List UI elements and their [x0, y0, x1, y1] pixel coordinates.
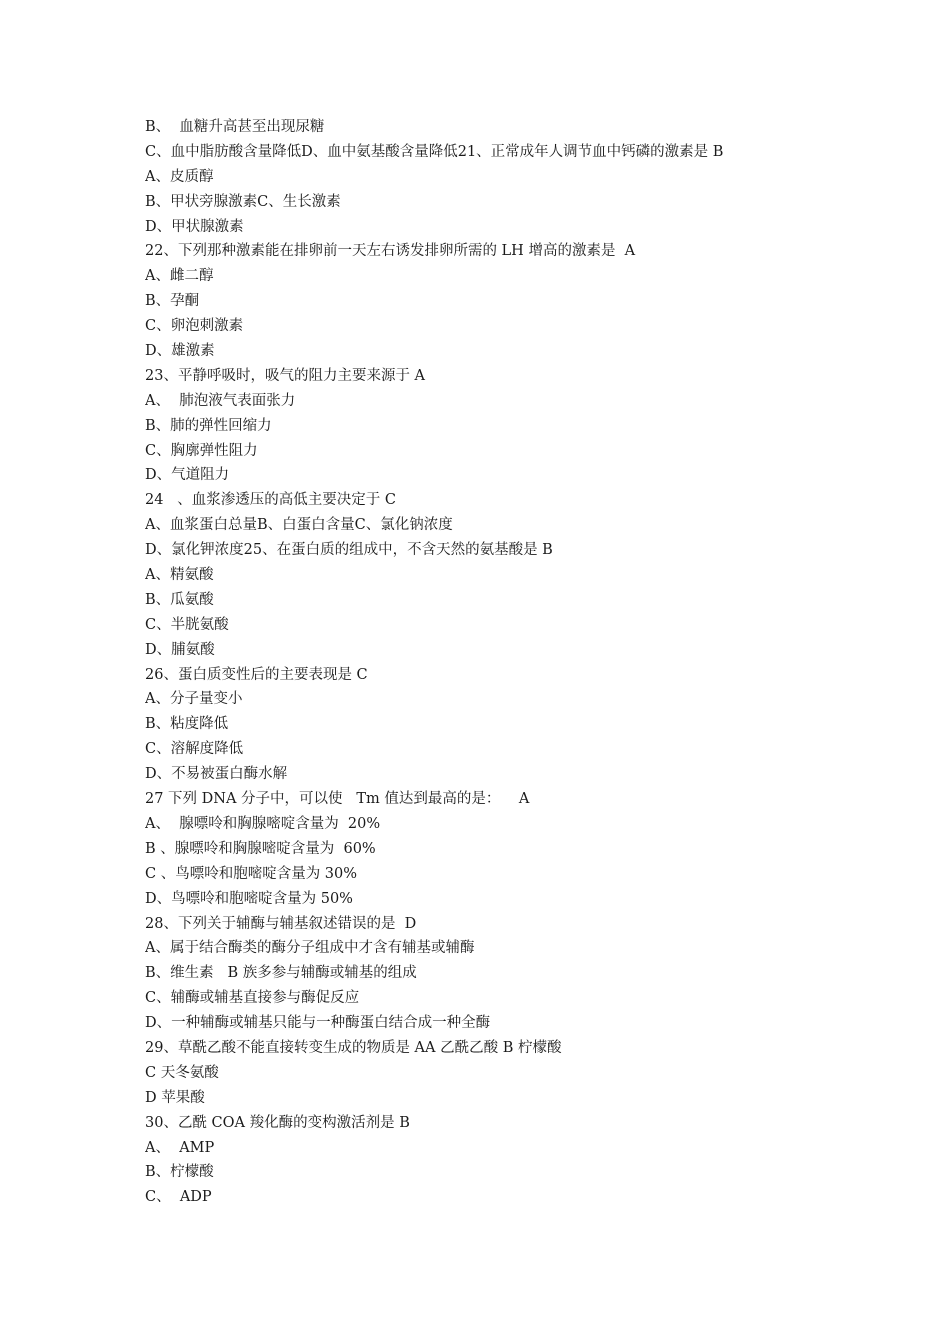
text-line: C 、鸟嘌呤和胞嘧啶含量为 30%: [145, 865, 358, 882]
text-line: A、精氨酸: [145, 567, 214, 584]
text-line: D 苹果酸: [145, 1089, 205, 1106]
text-line: D、鸟嘌呤和胞嘧啶含量为 50%: [145, 890, 353, 907]
text-line: A、雌二醇: [145, 268, 214, 285]
text-line: A、分子量变小: [145, 691, 243, 708]
question-line: 24 、血浆渗透压的高低主要决定于 C: [145, 492, 396, 509]
text-line: C、血中脂肪酸含量降低D、血中氨基酸含量降低21、正常成年人调节血中钙磷的激素是 B: [145, 143, 724, 160]
document-body: [145, 115, 905, 1210]
text-line: D、氯化钾浓度25、在蛋白质的组成中，不含天然的氨基酸是 B: [145, 542, 553, 559]
text-line: B、肺的弹性回缩力: [145, 417, 272, 434]
text-line: A、皮质醇: [145, 168, 214, 185]
text-line: C、辅酶或辅基直接参与酶促反应: [145, 990, 360, 1007]
question-line: 26、蛋白质变性后的主要表现是 C: [145, 666, 368, 683]
text-line: D、甲状腺激素: [145, 218, 244, 235]
text-line: C、 ADP: [145, 1189, 212, 1206]
question-line: 27 下列 DNA 分子中，可以使 Tm 值达到最高的是： A: [145, 791, 530, 808]
text-line: A、属于结合酶类的酶分子组成中才含有辅基或辅酶: [145, 940, 475, 957]
question-line: 30、乙酰 COA 羧化酶的变构激活剂是 B: [145, 1114, 410, 1131]
text-line: B、甲状旁腺激素C、生长激素: [145, 193, 341, 210]
question-line: 23、平静呼吸时，吸气的阻力主要来源于 A: [145, 367, 426, 384]
text-line: D、脯氨酸: [145, 641, 215, 658]
text-line: B、 血糖升高甚至出现尿糖: [145, 119, 325, 135]
text-line: C、卵泡刺激素: [145, 318, 244, 335]
text-line: C、胸廓弹性阻力: [145, 442, 258, 459]
text-line: D、气道阻力: [145, 467, 230, 484]
text-line: C、半胱氨酸: [145, 616, 229, 633]
text-line: A、 肺泡液气表面张力: [145, 392, 296, 409]
question-line: 29、草酰乙酸不能直接转变生成的物质是 AA 乙酰乙酸 B 柠檬酸: [145, 1039, 562, 1056]
text-line: C、溶解度降低: [145, 741, 244, 758]
text-line: A、血浆蛋白总量B、白蛋白含量C、氯化钠浓度: [145, 517, 453, 534]
text-line: D、雄激素: [145, 343, 215, 360]
question-line: 22、下列那种激素能在排卵前一天左右诱发排卵所需的 LH 增高的激素是 A: [145, 243, 636, 260]
text-line: B、瓜氨酸: [145, 591, 214, 608]
text-line: B、维生素 B 族多参与辅酶或辅基的组成: [145, 965, 417, 982]
text-line: C 天冬氨酸: [145, 1064, 219, 1081]
text-line: B、粘度降低: [145, 716, 229, 733]
text-line: D、一种辅酶或辅基只能与一种酶蛋白结合成一种全酶: [145, 1015, 491, 1032]
text-line: B、孕酮: [145, 293, 200, 310]
text-line: D、不易被蛋白酶水解: [145, 766, 288, 783]
text-line: A、 AMP: [145, 1139, 215, 1156]
text-line: B 、腺嘌呤和胸腺嘧啶含量为 60%: [145, 840, 376, 857]
text-line: B、柠檬酸: [145, 1164, 214, 1181]
text-line: A、 腺嘌呤和胸腺嘧啶含量为 20%: [145, 815, 381, 832]
question-line: 28、下列关于辅酶与辅基叙述错误的是 D: [145, 915, 417, 932]
